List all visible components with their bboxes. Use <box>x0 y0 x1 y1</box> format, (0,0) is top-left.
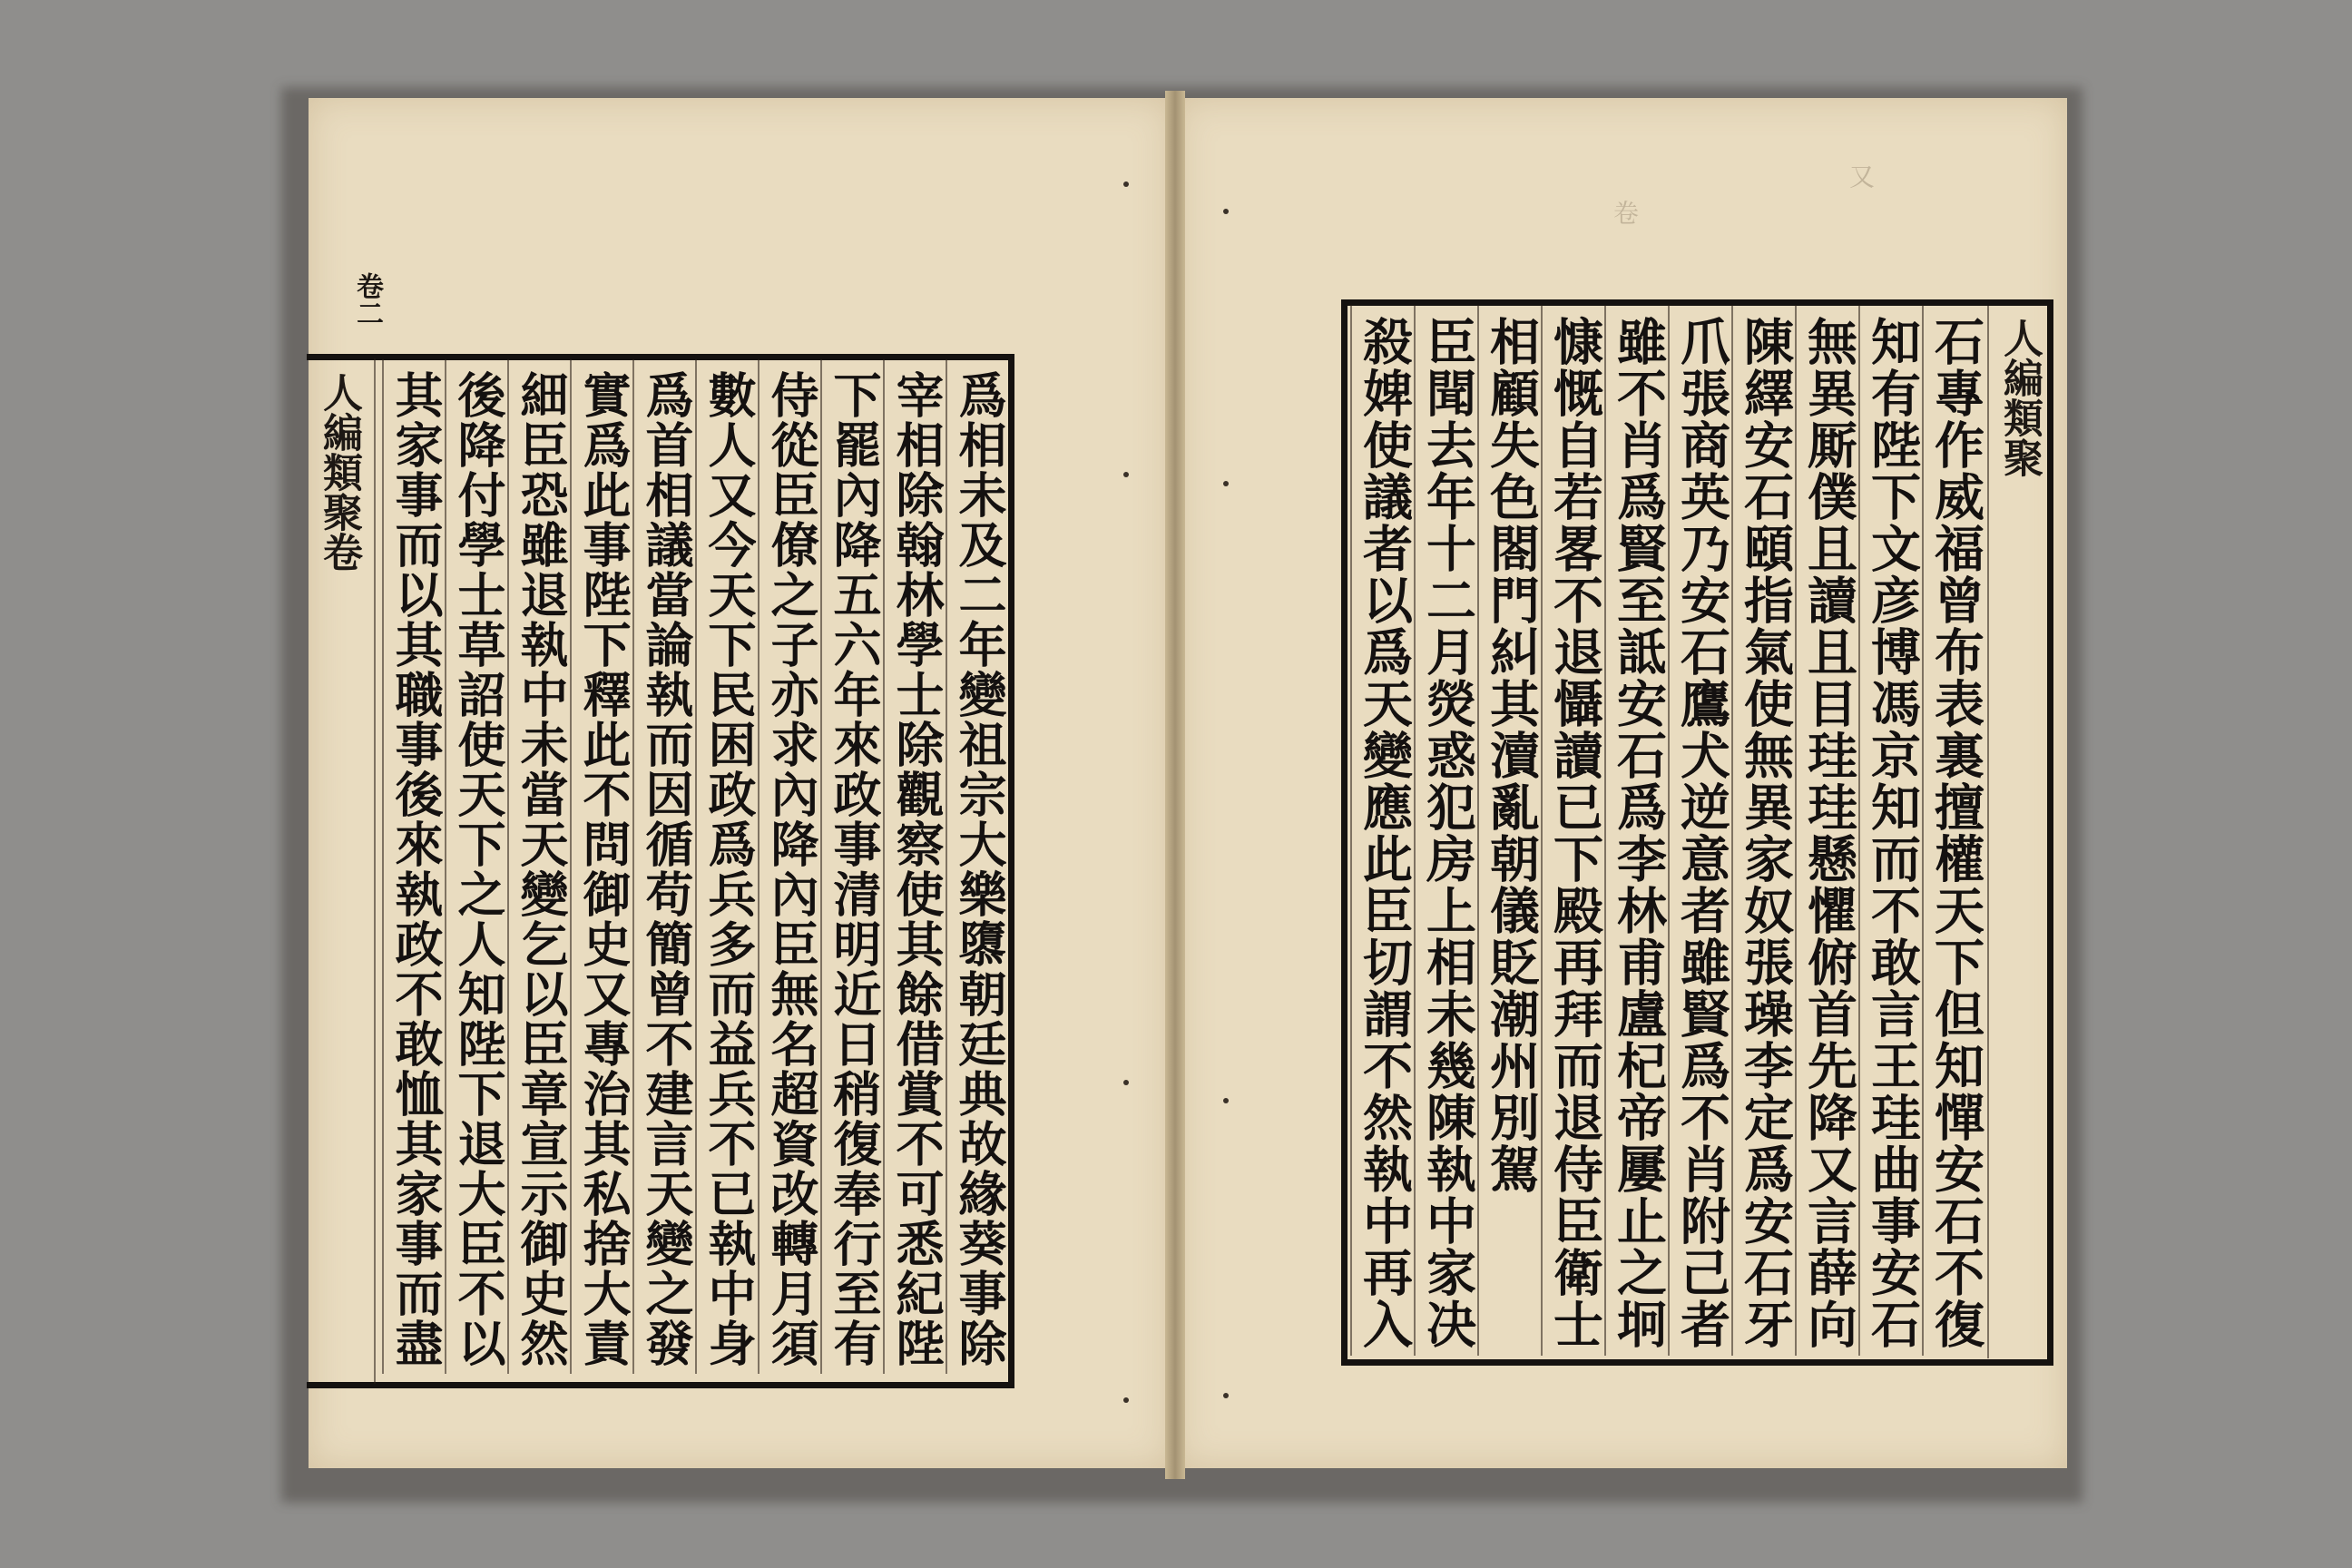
text-column: 慷慨自若畧不退懾讀已下殿再拜而退侍臣衛士 <box>1545 316 1604 1350</box>
text-column: 知有陛下文彦博馮京知而不敢言王珪曲事安石 <box>1863 316 1922 1350</box>
text-column: 實爲此事陛下釋此不問御史又專治其私捨大責 <box>575 370 632 1368</box>
binding-hole <box>1123 1397 1129 1403</box>
text-column: 數人又今天下民困政爲兵多而益兵不已執中身 <box>701 370 757 1368</box>
bleed-through-mark: 又 <box>1846 163 1876 189</box>
text-column: 細臣恐雖退執中未當天變乞以臣章宣示御史然 <box>513 370 569 1368</box>
text-column: 宰相除翰林學士除觀察使其餘借賞不可悉紀陛 <box>888 370 945 1368</box>
text-column: 後降付學士草詔使天下之人知陛下退大臣不以 <box>450 370 506 1368</box>
column-rule <box>1350 305 1352 1356</box>
left-book-title: 人編類聚卷 <box>316 372 362 572</box>
text-column: 臣聞去年十二月熒惑犯房上相未幾陳執中家决 <box>1418 316 1477 1350</box>
text-column: 無異厮僕且讀且目珪珪懸懼俯首先降又言薛向 <box>1799 316 1858 1350</box>
binding-hole <box>1223 1393 1229 1398</box>
right-book-title: 人編類聚 <box>1996 318 2043 477</box>
text-column: 其家事而以其職事後來執政不敢恤其家事而盡 <box>387 370 444 1368</box>
text-column: 殺婢使議者以爲天變應此臣切謂不然執中再入 <box>1355 316 1414 1350</box>
column-rule <box>1987 306 1989 1358</box>
text-column: 石專作威福曾布表裏擅權天下但知憚安石不復 <box>1926 316 1985 1350</box>
text-column: 侍從臣僚之子亦求內降內臣無名超資改轉月須 <box>763 370 819 1368</box>
text-column: 雖不肖爲賢至詆安石爲李林甫盧杞帝屢止之坰 <box>1609 316 1668 1350</box>
text-column: 爲相未及二年變祖宗大樂隳朝廷典故緣葵事除 <box>951 370 1007 1368</box>
binding-hole <box>1223 209 1229 214</box>
binding-hole <box>1223 1098 1229 1103</box>
book-gutter <box>1165 91 1185 1479</box>
column-rule <box>374 358 376 1384</box>
binding-hole <box>1123 472 1129 477</box>
text-column: 陳繹安石頤指氣使無異家奴張璪李定爲安石牙 <box>1736 316 1795 1350</box>
binding-hole <box>1223 481 1229 486</box>
text-column: 相顧失色閤門糾其瀆亂朝儀貶潮州別駕 <box>1482 316 1541 1195</box>
text-column: 爲首相議當論執而因循苟簡曾不建言天變之發 <box>638 370 694 1368</box>
column-rule <box>382 359 384 1374</box>
text-column: 下罷內降五六年來政事清明近日稍復奉行至有 <box>826 370 882 1368</box>
margin-note: 卷二 <box>351 272 383 327</box>
binding-hole <box>1123 181 1129 187</box>
binding-hole <box>1123 1080 1129 1085</box>
text-column: 爪張商英乃安石鷹犬逆意者雖賢爲不肖附己者 <box>1672 316 1731 1350</box>
bleed-through-mark: 卷 <box>1610 200 1640 225</box>
